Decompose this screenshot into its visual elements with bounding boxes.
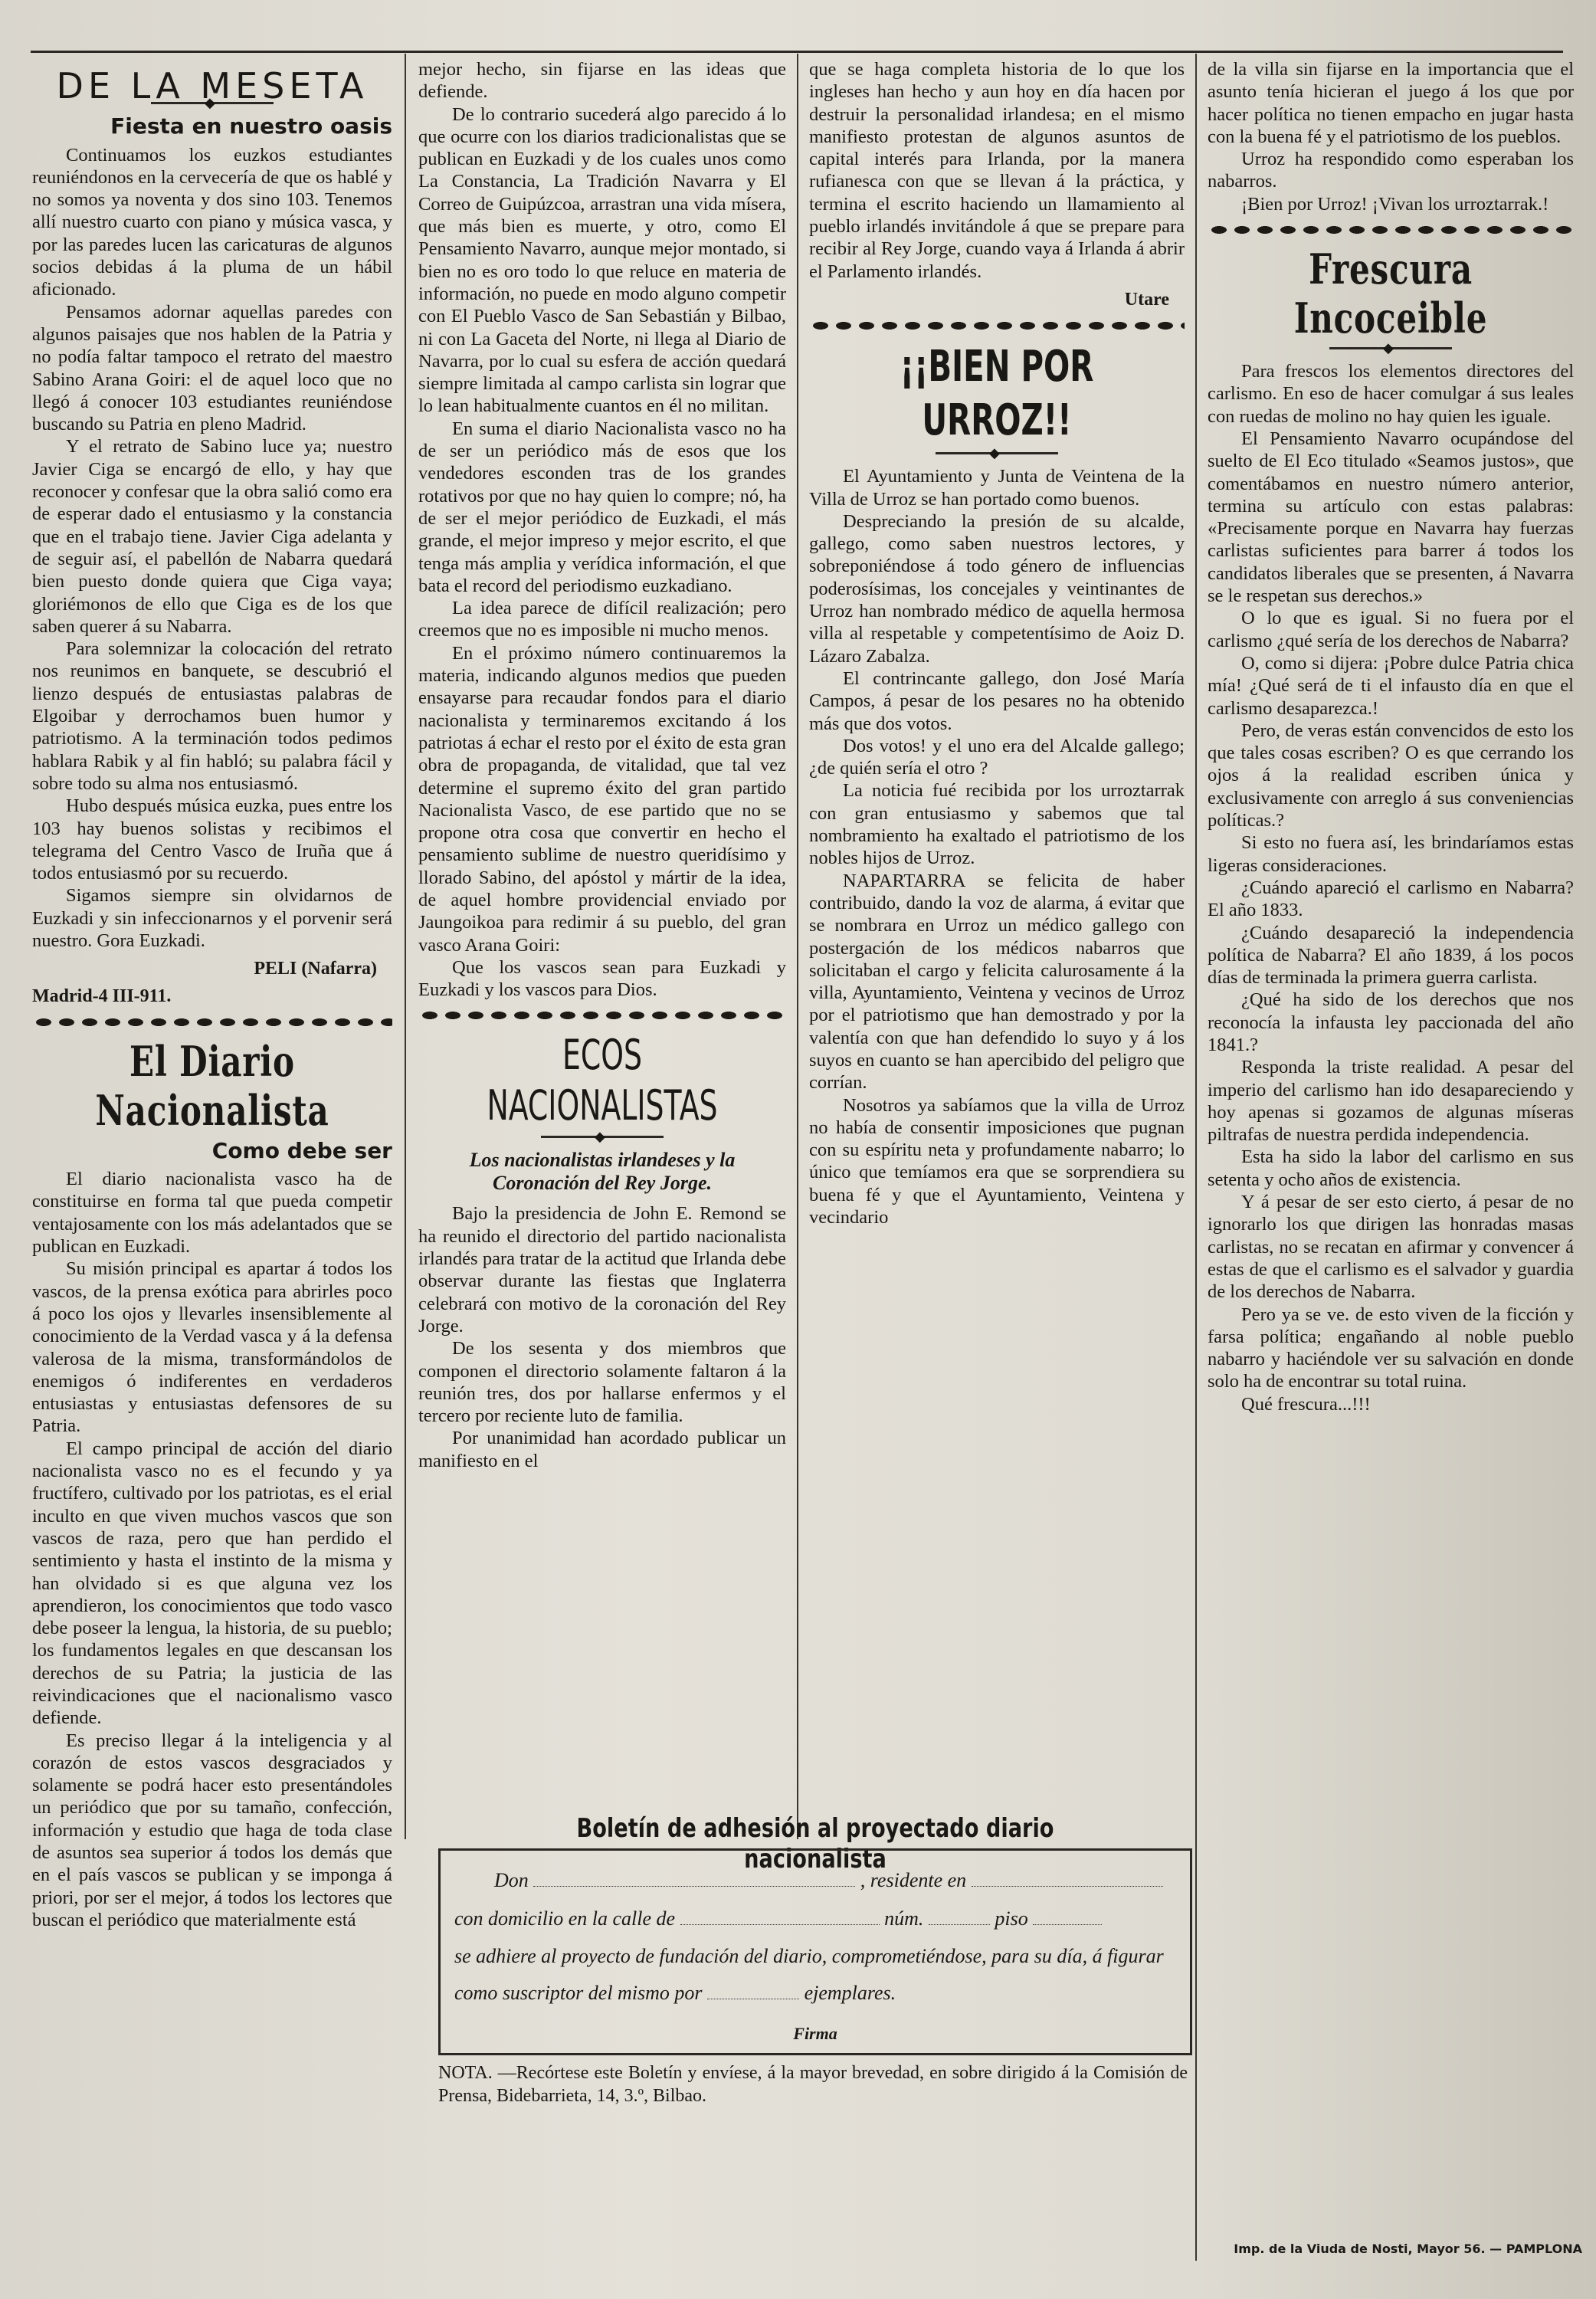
dateline: Madrid-4 III-911. [32,986,172,1006]
label-adhesion: se adhiere al proyecto de fundación del diario, comprometiéndose, para su día, á figurar como suscriptor del mismo por [454,1945,1164,2004]
paragraph: El Ayuntamiento y Junta de Veintena de la Villa de Urroz se han portado como buenos. [809,466,1185,510]
paragraph: El diario nacionalista vasco ha de constituirse en forma tal que pueda competir ventajosamente con los más adelantados que se publican en Euzkadi. [32,1169,392,1258]
field-residence[interactable] [972,1871,1163,1887]
label-firma: Firma [793,2024,837,2043]
field-floor[interactable] [1033,1909,1102,1925]
paragraph: ¿Cuándo apareció el carlismo en Nabarra? El año 1833. [1208,877,1574,921]
paragraph: Dos votos! y el uno era del Alcalde gallego; ¿de quién sería el otro ? [809,735,1185,779]
paragraph: El Pensamiento Navarro ocupándose del suelto de El Eco titulado «Seamos justos», que comentábamos en nuestro número anterior, termina su artículo con estas palabras: «Precisamente porque en Navarra hay fuerzas carlistas suficientes para barrer á todos los candidatos liberales que se presenten, á Navarra se le respetan sus derechos.» [1208,428,1574,607]
label-domicilio: con domicilio en la calle de [454,1907,676,1930]
paragraph: Despreciando la presión de su alcalde, gallego, como saben nuestros lectores, y sobreponiéndose á todo género de influencias poderosísimas, los concejales y veintinantes de Urroz han nombrado médico de aquella hermosa villa al respetable y competentísimo de Aoiz D. Lázaro Zabalza. [809,510,1185,667]
column-rule-3 [1195,54,1197,2261]
article-ecos-continued [809,58,1185,283]
paragraph: Responda la triste realidad. A pesar del imperio del carlismo han ido desapareciendo y hoy apenas si gozamos de algunas míseras piltrafas de nuestra perdida independencia. [1208,1057,1574,1146]
article-urroz-continued [1208,58,1574,215]
signature-utare: Utare [1124,289,1169,310]
paragraph: Que los vascos sean para Euzkadi y Euzkadi y los vascos para Dios. [418,956,786,1001]
ornament-divider [1329,347,1452,356]
ornament-chain [809,319,1185,333]
article-meseta-body [32,144,392,953]
paragraph: Pensamos adornar aquellas paredes con algunos paisajes que nos hablen de la Patria y no podía faltar tampoco el retrato del maestro Sabino Arana Goiri: el de aquel loco que no llegó á conocer 103 estudiantes reuniéndose buscando su Patria en pleno Madrid. [32,301,392,435]
paragraph: Esta ha sido la labor del carlismo en sus setenta y ocho años de existencia. [1208,1146,1574,1190]
headline-ecos-nacionalistas: ECOS NACIONALISTAS [487,1031,718,1130]
paragraph: Continuamos los euzkos estudiantes reuniéndonos en la cervecería de que os hablé y no somos ya noventa y dos sino 103. Tenemos allí nuestro cuarto con piano y música vasca, y por las paredes lucen las caricaturas de algunos socios debidas á la pluma de un hábil aficionado. [32,144,392,300]
paragraph: De lo contrario sucederá algo parecido á lo que ocurre con los diarios tradicionalistas que se publican en Euzkadi y de los cuales unos como La Constancia, La Tradición Navarra y El Correo de Guipúzcoa, arrastran una vida mísera, que más bien es muerte, y otro, como El Pensamiento Navarro, aunque mejor montado, si bien no es oro todo lo que reluce en materia de información, no puede en modo alguno competir con El Pueblo Vasco de San Sebastián y Bilbao, ni con La Gaceta del Norte, ni llega al Diario de Navarra, por lo cual su esfera de acción quedará siempre limitada al campo carlista sin lograr que lo lean habitualmente cuantos en él no militan. [418,103,786,417]
paragraph: El campo principal de acción del diario nacionalista vasco no es el fecundo y ya fructífero, cultivado por los patriotas, es el erial inculto en que viven muchos vascos que son vascos de raza, pero que han perdido el sentimiento y hasta el instinto de la misma y han olvidado si es que alguna vez los aprendieron, los conocimientos que todo vasco debe poseer la lengua, la historia, de su pueblo; los fundamentos legales en que descansan los derechos de su Patria; la justicia de las reivindicaciones que el nacionalismo vasco defiende. [32,1438,392,1729]
paragraph: mejor hecho, sin fijarse en las ideas que defiende. [418,59,786,103]
subhead-como-debe-ser: Como debe ser [211,1137,392,1163]
field-number[interactable] [929,1909,990,1925]
ornament-chain [418,1008,786,1022]
top-rule [31,51,1563,53]
paragraph: De los sesenta y dos miembros que componen el directorio solamente faltaron á la reunión tres, dos por hallarse enfermos y el tercero por reciente luto de familia. [418,1338,786,1427]
column-rule-2 [797,54,798,1839]
paragraph: Qué frescura...!!! [1241,1393,1371,1415]
label-ejemplares: ejemplares. [804,1982,896,2004]
paragraph: La idea parece de difícil realización; pero creemos que no es imposible ni mucho menos. [418,598,786,641]
article-urroz-body [809,465,1185,1228]
paragraph: Sigamos siempre sin olvidarnos de Euzkadi y sin infeccionarnos y el porvenir será nuestro. Gora Euzkadi. [32,885,392,951]
paragraph: Hubo después música euzka, pues entre los 103 hay buenos solistas y recibimos el telegrama del Centro Vasco de Iruña que á todos entusiasmó por su recuerdo. [32,795,392,884]
field-copies[interactable] [707,1983,799,1999]
paragraph: Y á pesar de ser esto cierto, á pesar de no ignorarlo los que dirigen las honradas masas carlistas, no se recatan en afirmar y convencer á estas de que el carlismo es el salvador y guardia de los derechos de Nabarra. [1208,1192,1574,1303]
headline-bien-por-urroz: ¡¡BIEN POR URROZ!! [900,342,1094,446]
paragraph: Y el retrato de Sabino luce ya; nuestro Javier Ciga se encargó de ello, y hay que reconocer y confesar que la obra salió como era de esperar dado el entusiasmo y la constancia que en el trabajo tiene. Javier Ciga adelanta y de seguir así, el pabellón de Nabarra quedará bien puesto donde quiera que Ciga vaya; gloriémonos de ello que Ciga es de los que saben querer á su Nabarra. [32,436,392,637]
paragraph: NAPARTARRA se felicita de haber contribuido, dando la voz de alarma, á evitar que se nombrara en Urroz un médico gallego con postergación de los médicos nabarros que solicitaban el cargo y felicita calurosamente á la villa, Ayuntamiento, Veintena y vecinos de Urroz por el patriotismo que han demostrado y por la valentía con que han defendido lo suyo y á los suyos en cuanto se han apercibido del peligro que corrían. [809,870,1185,1094]
headline-diario-nacionalista: El Diario Nacionalista [95,1036,329,1135]
column-1 [32,58,392,2273]
label-piso: piso [995,1907,1028,1930]
article-frescura-body [1208,360,1574,1415]
paragraph: En el próximo número continuaremos la materia, indicando algunos medios que pueden ensayarse para recaudar fondos para el diario nacionalista y terminaremos excitando á los patriotas á echar el resto por el éxito de esta gran obra de propaganda, de vitalidad, que tal vez determine el supremo éxito del gran partido Nacionalista Vasco, de ese partido que no se propone otra cosa que convertir en hecho el pensamiento sublime de nuestro queridísimo y llorado Sabino, del apóstol y mártir de la idea, de aquel hombre providencial enviado por Jaungoikoa para redimir á su pueblo, del gran vasco Arana Goiri: [418,642,786,956]
column-2 [418,58,786,1798]
label-residente: , residente en [860,1869,967,1891]
paragraph: Es preciso llegar á la inteligencia y al corazón de estos vascos desgraciados y solamente se podrá hacer esto presentándoles un periódico que por su tamaño, confección, información y estudio que haga de toda clase de asuntos sea superior á todos los demás que en el país vascos se publican y se imponga á priori, por ser el mejor, á todos los lectores que buscan el periódico que materialmente está [32,1730,392,1930]
paragraph: Si esto no fuera así, les brindaríamos estas ligeras consideraciones. [1208,832,1574,876]
paragraph: Pero ya se ve. de esto viven de la ficción y farsa política; engañando al noble pueblo nabarro y haciéndole ver su salvación en donde solo ha de encontrar su total ruina. [1208,1304,1574,1392]
boletin-coupon [438,1848,1192,2055]
paragraph: ¿Cuándo desapareció la independencia política de Nabarra? El año 1839, á los pocos días de terminada la primera guerra carlista. [1208,922,1574,989]
paragraph: Para frescos los elementos directores del carlismo. En eso de hacer comulgar á sus leales con ruedas de molino no hay quien les iguale. [1208,361,1574,427]
paragraph: En suma el diario Nacionalista vasco no ha de ser un periódico más de esos que los vendedores esconden tras de los grandes rotativos por que no hay quien lo compre; nó, ha de ser el mejor periódico de Euzkadi, el más grande, el mejor impreso y mejor escrito, el que tenga más amplia y verídica información, el que bata el record del periodismo euzkadiano. [418,418,786,596]
paragraph: ¡Bien por Urroz! ¡Vivan los urroztarrak.! [1241,193,1549,215]
paragraph: Pero, de veras están convencidos de esto los que tales cosas escriben? O es que cerrando los ojos á la realidad escriben única y exclusivamente con arreglo á sus conveniencias políticas.? [1208,720,1574,831]
ornament-chain [32,1015,392,1029]
paragraph: Urroz ha respondido como esperaban los nabarros. [1208,149,1574,192]
paragraph: de la villa sin fijarse en la importancia que el asunto tenía hicieran el juego á los que por hacer política no tienen empacho en jugar hasta con la buena fé y el patriotismo de los pueblos. [1208,59,1574,147]
masthead-de-la-meseta: DE LA MESETA [56,65,369,107]
paragraph: Para solemnizar la colocación del retrato nos reunimos en banquete, se descubrió el lienzo después de entusiastas palabras de Elgoibar y derrochamos buen humor y patriotismo. A la terminación todos pedimos hablara Rabik y al fin habló; su palabra fácil y sobre todo su alma nos entusiasmó. [32,638,392,794]
printer-imprint: Imp. de la Viuda de Nosti, Mayor 56. — PAMPLONA [1234,2242,1582,2256]
paragraph: O lo que es igual. Si no fuera por el carlismo ¿qué sería de los derechos de Nabarra? [1208,608,1574,651]
paragraph: Por unanimidad han acordado publicar un manifiesto en el [418,1428,786,1471]
signature-peli: PELI (Nafarra) [254,959,377,979]
column-rule-1 [405,54,406,1839]
paragraph: O, como si dijera: ¡Pobre dulce Patria chica mía! ¿Qué será de ti el infausto día en que el carlismo desaparezca.! [1208,652,1574,719]
paragraph: Bajo la presidencia de John E. Remond se ha reunido el directorio del partido nacionalista irlandés para tratar de la actitud que Irlanda debe observar durante las fiestas que Inglaterra celebrará con motivo de la coronación del Rey Jorge. [418,1203,786,1336]
ornament-divider [151,102,274,110]
field-name[interactable] [533,1871,855,1887]
column-4 [1208,58,1574,2235]
subhead-fiesta: Fiesta en nuestro oasis [110,113,392,139]
ornament-chain [1208,223,1574,237]
article-diario-body [32,1168,392,1931]
ornament-divider [541,1136,664,1144]
boletin-title: Boletín de adhesión al proyectado diario nacionalista [576,1813,1054,1874]
label-don: Don [494,1869,529,1891]
ornament-divider [936,452,1058,461]
headline-frescura: Frescura Incoceible [1293,244,1488,343]
field-street[interactable] [680,1909,880,1925]
paragraph: que se haga completa historia de lo que los ingleses han hecho y aun hoy en día hacen por destruir la personalidad irlandesa; en el mismo manifiesto protestan de algunos asuntos de capital interés para Irlanda, por la manera rufianesca con que se llevan á la práctica, y termina el escrito haciendo un llamamiento al pueblo irlandés invitándole á que se prepare para recibir al Rey Jorge, cuando vaya á Irlanda á abrir el Parlamento irlandés. [809,59,1185,282]
paragraph: El contrincante gallego, don José María Campos, á pesar de los pesares no ha obtenido más que dos votos. [809,667,1185,734]
boletin-line-domicilio [441,1900,1190,1938]
paragraph: ¿Qué ha sido de los derechos que nos reconocía la infausta ley paccionada del año 1841.? [1208,989,1574,1055]
article-ecos-body [418,1202,786,1472]
paragraph: La noticia fué recibida por los urroztarrak con gran entusiasmo y sabemos que tal nombramiento ha exaltado el patriotismo de los nobles hijos de Urroz. [809,780,1185,869]
boletin-line-don [441,1851,1190,1900]
column-3 [809,58,1185,1798]
paragraph: Nosotros ya sabíamos que la villa de Urroz no había de consentir imposiciones que pugnan con su espíritu neta y profundamente nabarro; lo único que temíamos era que se sorprendiera su buena fé y que el Ayuntamiento, Veintena y vecindario [809,1094,1185,1228]
boletin-line-adhesion [441,1938,1190,2012]
label-num: núm. [884,1907,924,1930]
subhead-irlandeses: Los nacionalistas irlandeses y la Coronación del Rey Jorge. [469,1149,736,1195]
paragraph: Su misión principal es apartar á todos los vascos, de la prensa exótica para abrirles poco á poco los ojos y llevarles insensiblemente al conocimiento de la Verdad vasca y á la defensa valerosa de la misma, transformándolos de enemigos ó indiferentes en verdaderos entusiastas y entusiastas defensores de su Patria. [32,1258,392,1437]
article-diario-continued [418,58,786,1001]
nota-instructions: NOTA. —Recórtese este Boletín y envíese, á la mayor brevedad, en sobre dirigido á la Comisión de Prensa, Bidebarrieta, 14, 3.º, Bilbao. [438,2063,1188,2106]
